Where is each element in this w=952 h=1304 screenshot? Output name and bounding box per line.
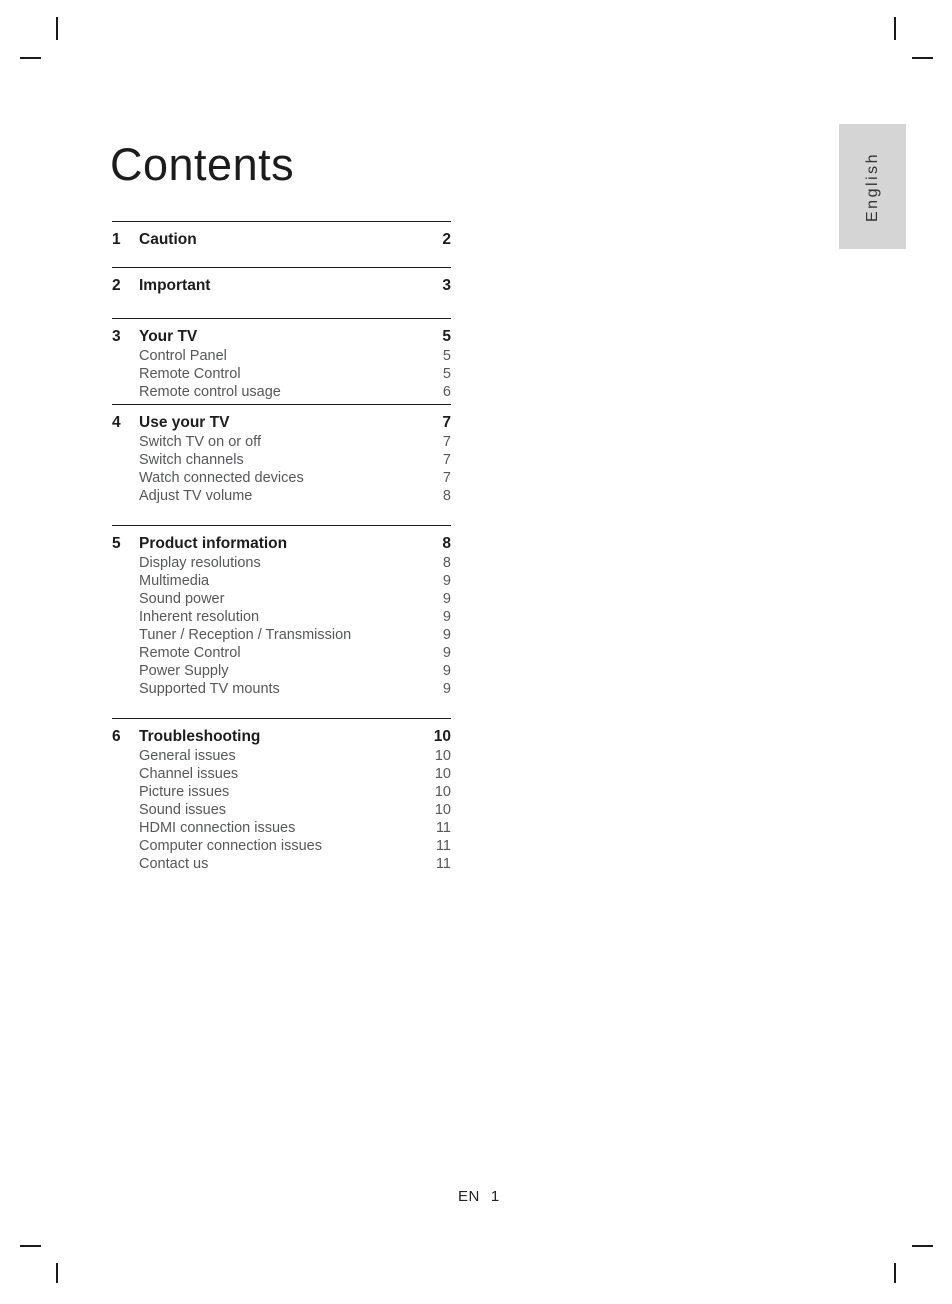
toc-sub-item (112, 819, 451, 837)
toc-sub-item (112, 487, 451, 505)
toc-sub-item-page: 9 (442, 663, 451, 679)
page-title: Contents (110, 139, 295, 191)
toc-sub-item-label: Picture issues (139, 784, 230, 800)
toc-section-title: Caution (139, 231, 197, 248)
toc-section-heading (112, 276, 451, 296)
toc-sub-item-page: 11 (435, 838, 451, 854)
toc-section-page: 5 (442, 328, 451, 345)
toc-sub-item-page: 7 (442, 470, 451, 486)
toc-sub-item-label: Channel issues (139, 766, 239, 782)
toc-sub-item-page: 8 (442, 488, 451, 504)
toc-sub-item-page: 9 (442, 645, 451, 661)
footer-page-number: 1 (490, 1188, 500, 1205)
toc-sub-item-label: Tuner / Reception / Transmission (139, 627, 352, 643)
crop-mark-top-left-vertical (56, 17, 58, 40)
toc-sub-item (112, 837, 451, 855)
toc-sub-item-page: 10 (434, 784, 451, 800)
toc-sub-item (112, 644, 451, 662)
toc-sub-item (112, 626, 451, 644)
toc-sub-item (112, 365, 451, 383)
toc-section-page: 2 (442, 231, 451, 248)
toc-section-important (112, 267, 451, 318)
toc-section-heading (112, 727, 451, 747)
toc-sub-item-page: 7 (442, 434, 451, 450)
toc-sub-item (112, 383, 451, 401)
language-tab-label: English (863, 151, 881, 222)
toc-sub-item-page: 9 (442, 609, 451, 625)
toc-sub-item-label: General issues (139, 748, 236, 764)
toc-sub-item (112, 662, 451, 680)
toc-section-number: 1 (112, 231, 121, 248)
toc-sub-item-label: Sound power (139, 591, 225, 607)
toc-sub-item (112, 608, 451, 626)
toc-sub-item-page: 5 (442, 366, 451, 382)
toc-sub-item (112, 347, 451, 365)
toc-sub-item-page: 11 (435, 820, 451, 836)
toc-sub-item-page: 11 (435, 856, 451, 872)
toc-section-heading (112, 534, 451, 554)
toc-sub-item (112, 855, 451, 873)
toc-section-troubleshooting (112, 718, 451, 873)
toc-section-number: 5 (112, 535, 121, 552)
crop-mark-bottom-right-vertical (894, 1263, 896, 1283)
toc-section-use-your-tv (112, 404, 451, 525)
toc-sub-item-label: Inherent resolution (139, 609, 260, 625)
toc-section-heading (112, 230, 451, 250)
toc-section-number: 4 (112, 414, 121, 431)
toc-section-page: 8 (442, 535, 451, 552)
toc-section-caution (112, 221, 451, 267)
toc-sub-item-label: Supported TV mounts (139, 681, 280, 697)
toc-sub-item (112, 801, 451, 819)
toc-sub-item-page: 7 (442, 452, 451, 468)
toc-sub-item-label: Sound issues (139, 802, 227, 818)
toc-sub-item (112, 469, 451, 487)
toc-sub-item (112, 572, 451, 590)
toc-sub-item (112, 590, 451, 608)
toc-sub-item-label: Switch channels (139, 452, 244, 468)
toc-sub-item-label: Adjust TV volume (139, 488, 253, 504)
toc-sub-item-page: 9 (442, 627, 451, 643)
toc-section-title: Use your TV (139, 414, 230, 431)
toc-section-title: Your TV (139, 328, 198, 345)
toc-sub-item-page: 9 (442, 681, 451, 697)
table-of-contents (112, 221, 451, 873)
toc-sub-item (112, 765, 451, 783)
toc-sub-item-label: Remote control usage (139, 384, 281, 400)
toc-section-title: Troubleshooting (139, 728, 261, 745)
toc-sub-item (112, 451, 451, 469)
toc-sub-item-label: Multimedia (139, 573, 210, 589)
crop-mark-bottom-left-vertical (56, 1263, 58, 1283)
language-tab (839, 124, 906, 249)
crop-mark-bottom-right-horizontal (912, 1245, 933, 1247)
toc-sub-item-label: Watch connected devices (139, 470, 304, 486)
toc-sub-item-label: Display resolutions (139, 555, 261, 571)
toc-section-your-tv (112, 318, 451, 404)
toc-sub-item (112, 747, 451, 765)
toc-section-number: 3 (112, 328, 121, 345)
toc-sub-item-label: Switch TV on or off (139, 434, 261, 450)
toc-sub-item-page: 10 (434, 802, 451, 818)
toc-sub-item-page: 10 (434, 748, 451, 764)
toc-section-page: 10 (433, 728, 451, 745)
toc-sub-item-page: 6 (442, 384, 451, 400)
crop-mark-bottom-left-horizontal (20, 1245, 41, 1247)
toc-section-title: Important (139, 277, 211, 294)
toc-section-number: 2 (112, 277, 121, 294)
toc-sub-item-label: Computer connection issues (139, 838, 322, 854)
crop-mark-top-right-vertical (894, 17, 896, 40)
toc-section-page: 7 (442, 414, 451, 431)
page-footer (458, 1188, 500, 1205)
toc-sub-item-page: 9 (442, 591, 451, 607)
footer-language-code: EN (458, 1188, 480, 1205)
toc-sub-item (112, 433, 451, 451)
toc-sub-item (112, 554, 451, 572)
toc-section-number: 6 (112, 728, 121, 745)
toc-sub-item-label: HDMI connection issues (139, 820, 296, 836)
toc-sub-item-label: Power Supply (139, 663, 229, 679)
toc-sub-item (112, 783, 451, 801)
toc-section-product-information (112, 525, 451, 718)
toc-sub-item-label: Control Panel (139, 348, 227, 364)
toc-sub-item-page: 9 (442, 573, 451, 589)
toc-sub-item-page: 8 (442, 555, 451, 571)
toc-sub-item-page: 5 (442, 348, 451, 364)
toc-section-page: 3 (442, 277, 451, 294)
toc-sub-item-label: Remote Control (139, 645, 241, 661)
toc-section-heading (112, 413, 451, 433)
toc-sub-item-page: 10 (434, 766, 451, 782)
toc-sub-item (112, 680, 451, 698)
toc-section-heading (112, 327, 451, 347)
toc-sub-item-label: Remote Control (139, 366, 241, 382)
toc-section-title: Product information (139, 535, 288, 552)
crop-mark-top-left-horizontal (20, 57, 41, 59)
toc-sub-item-label: Contact us (139, 856, 209, 872)
crop-mark-top-right-horizontal (912, 57, 933, 59)
